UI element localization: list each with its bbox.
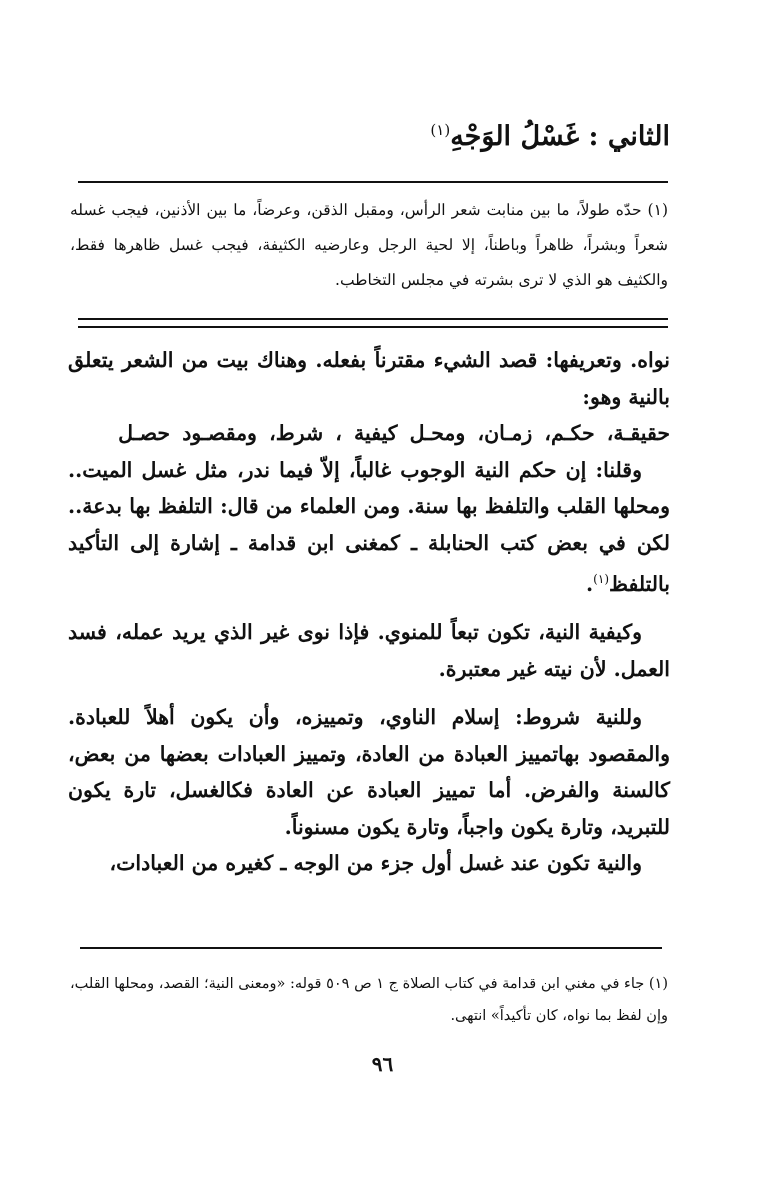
footnote-top-text: (١) حدّه طولاً، ما بين منابت شعر الرأس، ومقبل الذقن، وعرضاً، ما بين الأذنين، فيجب غسله شعراً وبشراً، ظاهراً وباطناً، إلا لحية الرجل وعارضيه الكثيفة، فيجب غسل ظاهرها فقط، والكثيف هو الذي لا ترى بشرته في مجلس التخاطب. [70, 201, 668, 289]
paragraph-definition: نواه. وتعريفها: قصد الشيء مقترناً بفعله. وهناك بيت من الشعر يتعلق بالنية وهو: [68, 348, 670, 409]
paragraph-ruling-text: وقلنا: إن حكم النية الوجوب غالباً، إلاّ فيما ندر، مثل غسل الميت.. ومحلها القلب والتلفظ بها سنة. ومن العلماء من قال: التلفظ بها بدعة.. لكن في بعض كتب الحنابلة ـ كمغنى ابن قدامة ـ إشارة إلى التأكيد بالتلفظ [68, 457, 670, 596]
heading-footnote-ref: (١) [430, 121, 451, 139]
heading-title: الثاني : غَسْلُ الوَجْهِ [450, 121, 670, 152]
main-text [68, 342, 670, 882]
footnote-separator-top [78, 181, 668, 183]
footnote-top [70, 193, 668, 298]
body-footnote-ref: (١) [593, 572, 609, 586]
page-number: ٩٦ [371, 1052, 394, 1076]
paragraph-timing: والنية تكون عند غسل أول جزء من الوجه ـ كغيره من العبادات، [109, 851, 642, 876]
paragraph-manner: وكيفية النية، تكون تبعاً للمنوي. فإذا نوى غير الذي يريد عمله، فسد العمل. لأن نيته غير معتبرة. [68, 620, 670, 681]
double-rule-line-2 [78, 326, 668, 328]
double-rule-line-1 [78, 318, 668, 320]
poetry-verse: حقيقـة، حكـم، زمـان، ومحـل كيفية ، شرط، ومقصـود حصـل [118, 421, 670, 445]
footnote-bottom-text: (١) جاء في مغني ابن قدامة في كتاب الصلاة ج ١ ص ٥٠٩ قوله: «ومعنى النية؛ القصد، ومحلها القلب، وإن لفظ بما نواه، كان تأكيداً» انتهى. [70, 976, 668, 1024]
footnote-bottom [70, 968, 668, 1032]
paragraph-conditions: وللنية شروط: إسلام الناوي، وتمييزه، وأن يكون أهلاً للعبادة. والمقصود بهاتمييز العبادة من العادة، وتمييز العبادات بعضها من بعض، كالسنة والفرض. أما تمييز العبادة عن العادة فكالغسل، تارة يكون للتبريد، وتارة يكون واجباً، وتارة يكون مسنوناً. [68, 705, 670, 839]
paragraph-ruling [68, 452, 670, 603]
section-heading [430, 110, 670, 157]
paragraph-ruling-end: . [586, 571, 594, 596]
footnote-separator-bottom [80, 947, 662, 949]
